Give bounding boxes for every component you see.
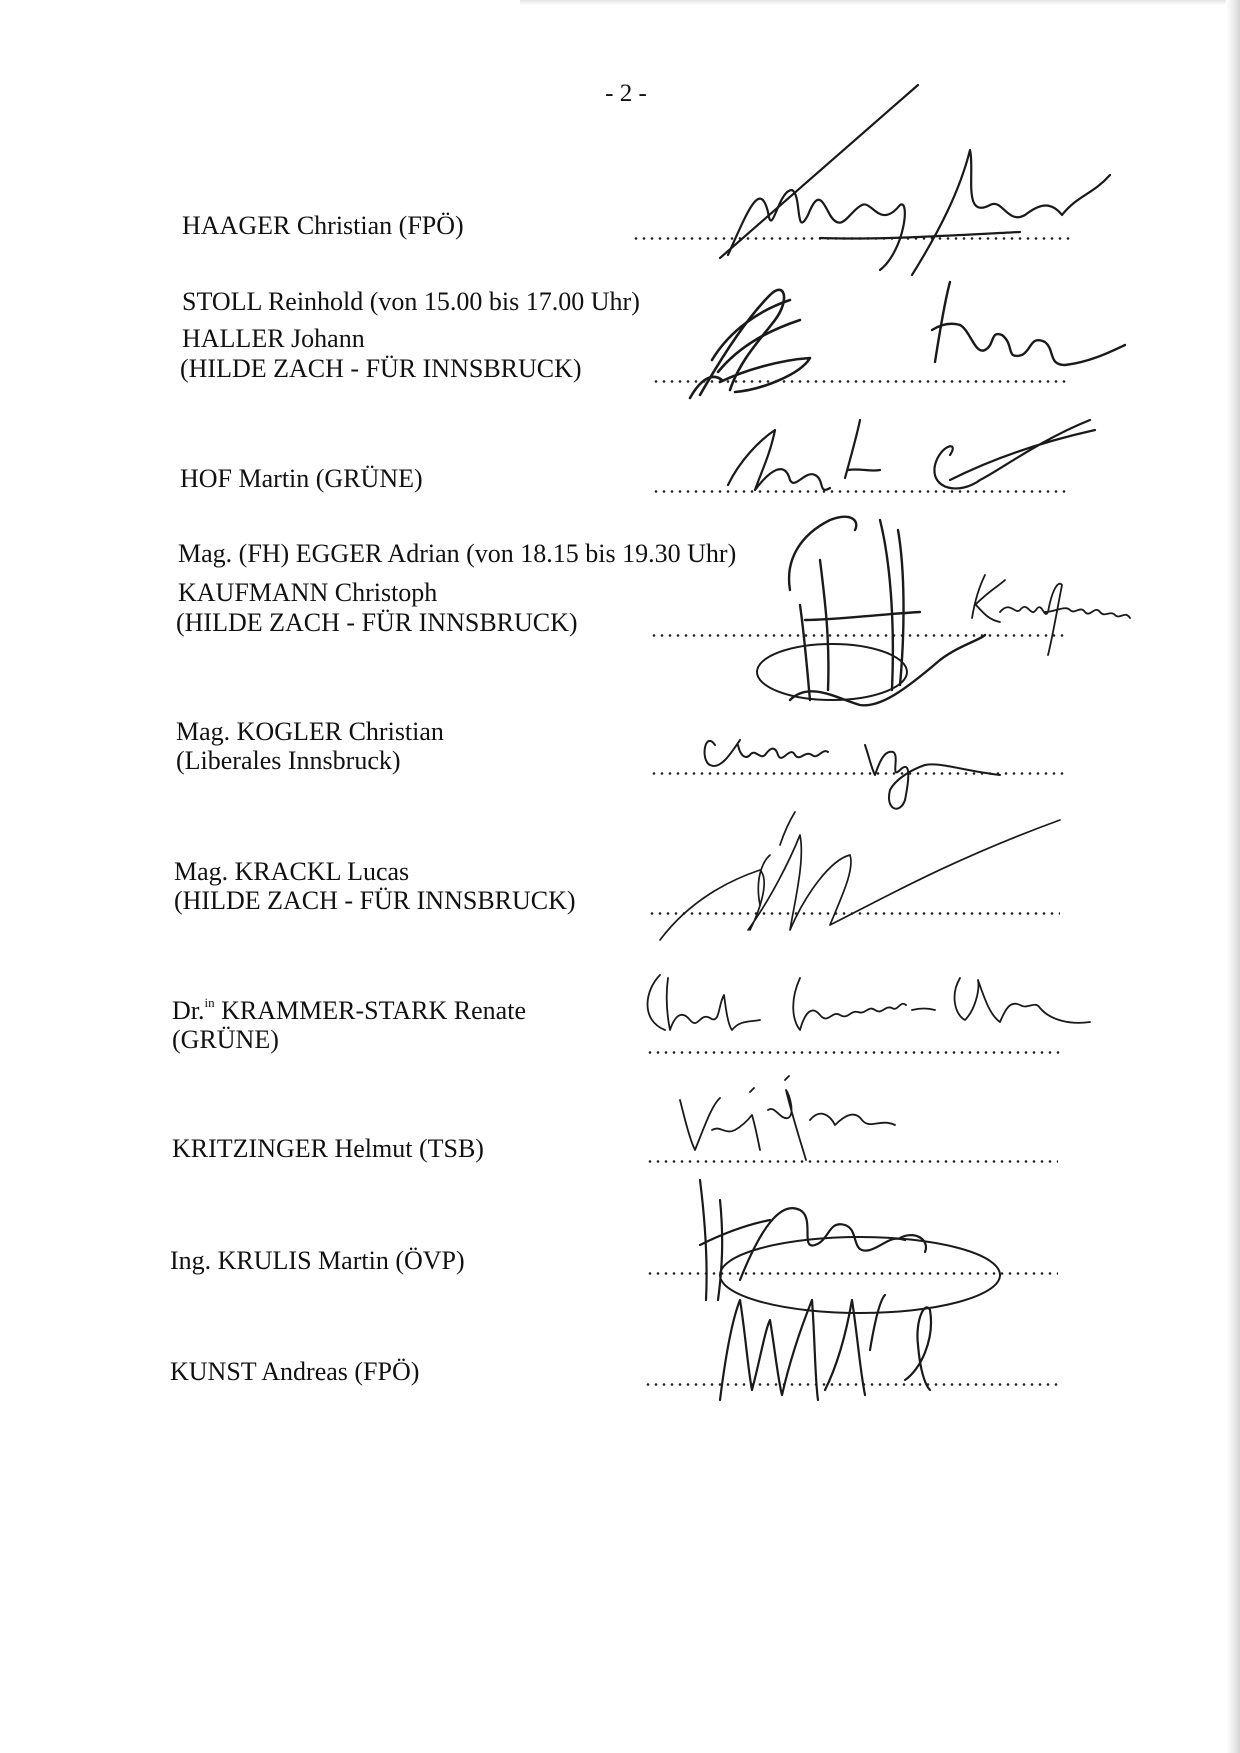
signature-hof <box>728 420 1095 490</box>
page-number: - 2 - <box>605 80 647 107</box>
signatory-name: KAUFMANN Christoph <box>178 578 438 607</box>
signatory-name: KRITZINGER Helmut (TSB) <box>172 1134 484 1163</box>
signatory-name: KUNST Andreas (FPÖ) <box>170 1357 420 1386</box>
scan-edge-top <box>520 0 1240 5</box>
signature-krulis <box>700 1180 1000 1313</box>
signature-line <box>646 1272 1058 1275</box>
signature-line <box>632 237 1072 240</box>
signature-line <box>646 1051 1060 1054</box>
signatory-party: (HILDE ZACH - FÜR INNSBRUCK) <box>180 354 582 383</box>
signature-line <box>652 380 1068 383</box>
signatory-name: STOLL Reinhold (von 15.00 bis 17.00 Uhr) <box>182 287 640 316</box>
signatory-name: Mag. KOGLER Christian <box>176 717 444 746</box>
signatory-name: HAAGER Christian (FPÖ) <box>182 211 464 240</box>
signature-line <box>650 634 1068 637</box>
academic-title-suffix: in <box>204 995 215 1010</box>
academic-title: Dr. <box>172 996 205 1025</box>
signature-line <box>648 912 1060 915</box>
signature-egger <box>757 517 985 706</box>
signatory-name: Mag. KRACKL Lucas <box>174 857 410 886</box>
signature-haager <box>720 85 1110 275</box>
signatory-party: (GRÜNE) <box>172 1025 279 1054</box>
signature-line <box>644 1383 1058 1386</box>
signature-kritzinger <box>680 1076 895 1160</box>
signatory-party: (HILDE ZACH - FÜR INNSBRUCK) <box>176 608 578 637</box>
signature-line <box>652 490 1068 493</box>
signatory-name: HALLER Johann <box>182 324 365 353</box>
signature-line <box>646 1160 1058 1163</box>
scan-edge-right <box>1226 0 1240 1753</box>
signature-krammer-stark <box>648 975 1091 1030</box>
signatory-name: Ing. KRULIS Martin (ÖVP) <box>170 1246 465 1275</box>
signatory-party: (HILDE ZACH - FÜR INNSBRUCK) <box>174 886 576 915</box>
signatory-name <box>172 997 526 1025</box>
signatory-surname: KRAMMER-STARK Renate <box>221 996 526 1025</box>
signature-haller <box>932 282 1125 365</box>
signatory-name: HOF Martin (GRÜNE) <box>180 464 423 493</box>
signature-line <box>650 772 1064 775</box>
signature-kaufmann <box>972 575 1130 655</box>
signature-krackl <box>660 812 1060 940</box>
signatory-name: Mag. (FH) EGGER Adrian (von 18.15 bis 19.30 Uhr) <box>178 539 737 568</box>
signatory-party: (Liberales Innsbruck) <box>176 746 401 775</box>
